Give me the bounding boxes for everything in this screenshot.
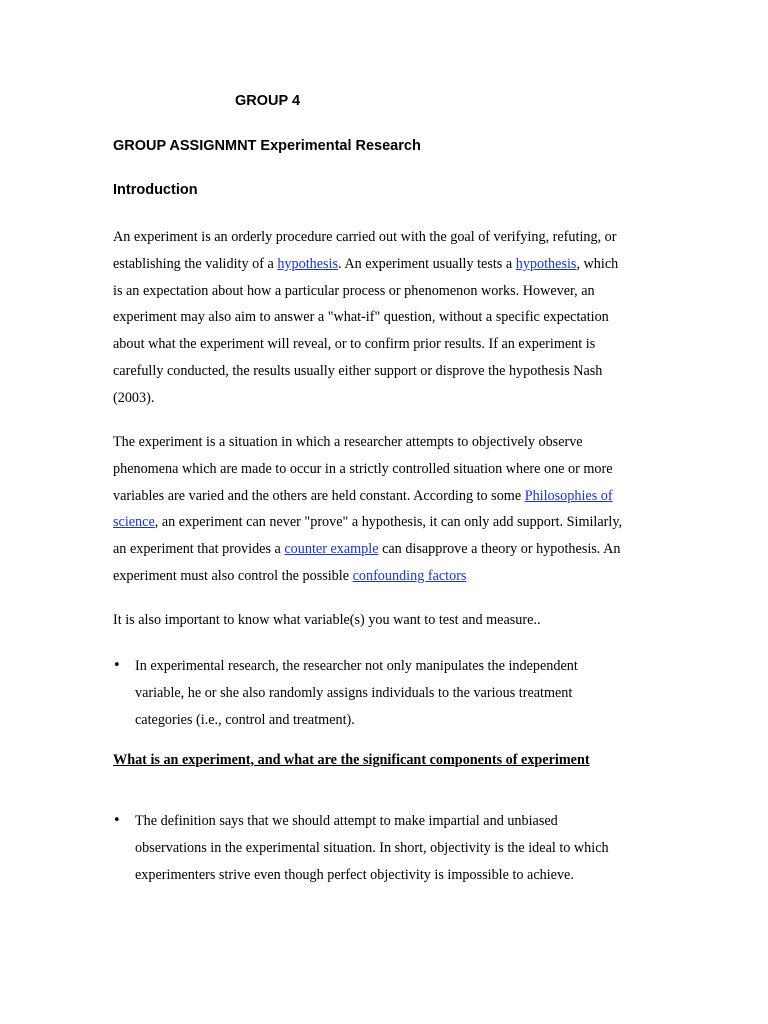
counter-example-link[interactable]: counter example <box>284 541 379 558</box>
text-segment: , which <box>576 255 619 272</box>
bullet-text <box>135 808 660 888</box>
text-segment: establishing the validity of a <box>113 255 278 272</box>
bullet-line: observations in the experimental situation. In short, objectivity is the ideal to which <box>135 839 609 856</box>
text-segment: variables are varied and the others are held constant. According to some <box>113 487 525 504</box>
components-subheading: What is an experiment, and what are the significant components of experiment <box>113 752 590 768</box>
philosophies-of-science-link-cont[interactable]: science <box>113 514 155 531</box>
paragraph-line: carefully conducted, the results usually either support or disprove the hypothesis Nash <box>113 362 603 379</box>
bullet-icon: • <box>113 813 121 828</box>
paragraph-variables <box>113 607 658 634</box>
introduction-heading: Introduction <box>113 182 198 198</box>
hypothesis-link-2[interactable]: hypothesis <box>515 255 577 272</box>
confounding-factors-link[interactable]: confounding factors <box>352 567 467 584</box>
bullet-line: experimenters strive even though perfect objectivity is impossible to achieve. <box>135 866 574 883</box>
paragraph-definition <box>113 429 658 590</box>
assignment-title: GROUP ASSIGNMNT Experimental Research <box>113 138 421 154</box>
hypothesis-link[interactable]: hypothesis <box>277 255 339 272</box>
bullet-line: variable, he or she also randomly assigns individuals to the various treatment <box>135 684 573 701</box>
paragraph-line: is an expectation about how a particular process or phenomenon works. However, an <box>113 282 595 299</box>
paragraph-line <box>113 251 658 278</box>
text-segment: . An experiment usually tests a <box>338 255 516 272</box>
paragraph-line <box>113 563 658 590</box>
paragraph-line: about what the experiment will reveal, or to confirm prior results. If an experiment is <box>113 336 596 353</box>
philosophies-of-science-link[interactable]: Philosophies of <box>524 487 613 504</box>
bullet-line: The definition says that we should attempt to make impartial and unbiased <box>135 813 558 829</box>
text-segment: experiment must also control the possible <box>113 567 353 584</box>
paragraph-line: phenomena which are made to occur in a strictly controlled situation where one or more <box>113 460 613 477</box>
paragraph-intro <box>113 224 658 412</box>
text-segment: an experiment that provides a <box>113 541 285 558</box>
paragraph-line <box>113 536 658 563</box>
paragraph-line: An experiment is an orderly procedure carried out with the goal of verifying, refuting, or <box>113 229 617 245</box>
text-segment: , an experiment can never "prove" a hypothesis, it can only add support. Similarly, <box>154 514 623 531</box>
paragraph-line <box>113 509 658 536</box>
text-segment: can disapprove a theory or hypothesis. An <box>378 541 621 558</box>
bullet-line: categories (i.e., control and treatment). <box>135 711 355 728</box>
bullet-line: In experimental research, the researcher not only manipulates the independent <box>135 658 578 674</box>
paragraph-line: (2003). <box>113 389 155 406</box>
paragraph-line: It is also important to know what variable(s) you want to test and measure.. <box>113 612 541 628</box>
bullet-text <box>135 653 660 733</box>
bullet-icon: • <box>113 658 121 673</box>
group-label: GROUP 4 <box>235 93 301 109</box>
paragraph-line: experiment may also aim to answer a "what-if" question, without a specific expectation <box>113 309 609 326</box>
paragraph-line <box>113 483 658 510</box>
paragraph-line: The experiment is a situation in which a researcher attempts to objectively observe <box>113 434 583 450</box>
